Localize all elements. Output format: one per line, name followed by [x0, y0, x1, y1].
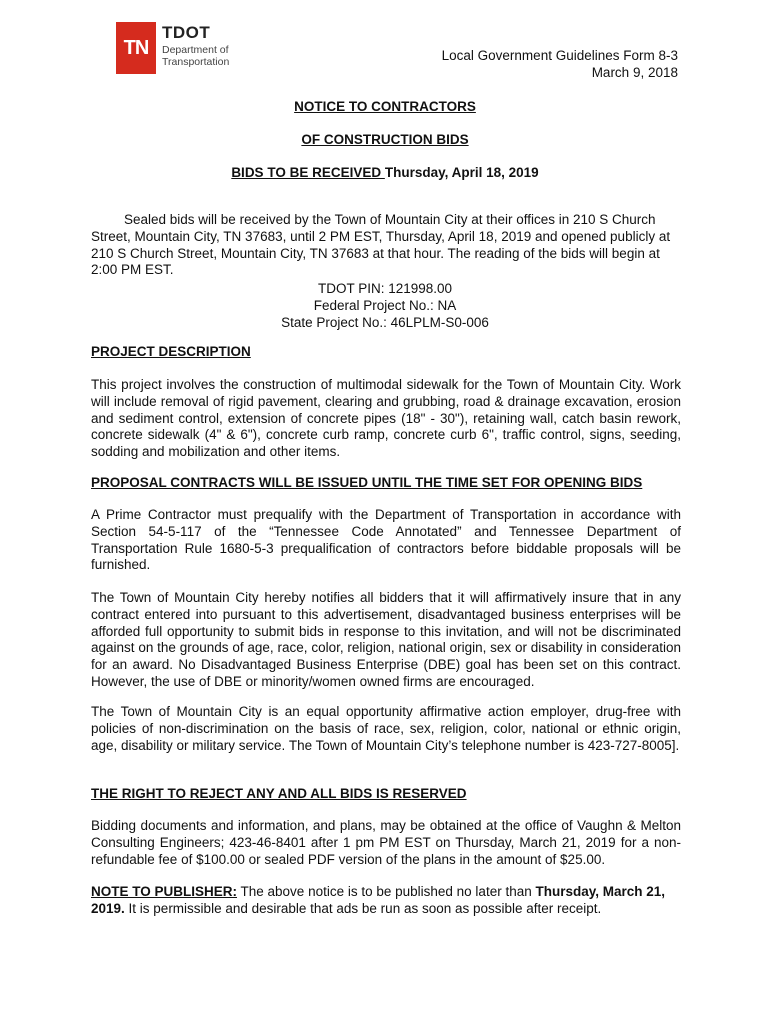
publisher-note	[91, 884, 681, 918]
project-description-paragraph: This project involves the construction of multimodal sidewalk for the Town of Mountain City. Work will include removal of rigid pavement, clearing and grubbing, road & drainage excavation, erosion and sediment control, extension of concrete pipes (18" - 30"), retaining wall, catch basin rework, concrete sidewalk (4" & 6"), concrete curb ramp, concrete curb 6", traffic control, signs, seeding, sodding and mobilization and other items.	[91, 377, 681, 460]
form-date: March 9, 2018	[591, 65, 678, 80]
state-project-no: State Project No.: 46LPLM-S0-006	[281, 315, 489, 330]
bids-received-date: Thursday, April 18, 2019	[384, 165, 539, 180]
notice-subtitle: OF CONSTRUCTION BIDS	[301, 132, 469, 147]
tdot-logo	[116, 22, 229, 74]
tn-logo-mark: TN	[116, 22, 156, 74]
tdot-pin: TDOT PIN: 121998.00	[317, 281, 453, 296]
reject-bids-heading: THE RIGHT TO REJECT ANY AND ALL BIDS IS RESERVED	[91, 786, 467, 801]
project-identifiers	[0, 280, 770, 331]
publisher-note-label: NOTE TO PUBLISHER:	[91, 884, 238, 899]
form-header	[442, 47, 678, 81]
publisher-note-text1: The above notice is to be published no later than	[237, 884, 536, 899]
equal-opportunity-paragraph: The Town of Mountain City is an equal opportunity affirmative action employer, drug-free with policies of non-discrimination on the basis of race, sex, religion, color, national or ethnic origin, age, disability or military service. The Town of Mountain City’s telephone number is 423-727-8005].	[91, 704, 681, 753]
bids-received-label: BIDS TO BE RECEIVED	[231, 165, 385, 180]
proposal-contracts-heading: PROPOSAL CONTRACTS WILL BE ISSUED UNTIL THE TIME SET FOR OPENING BIDS	[91, 475, 643, 490]
project-description-heading: PROJECT DESCRIPTION	[91, 344, 251, 359]
federal-project-no: Federal Project No.: NA	[313, 298, 457, 313]
dbe-paragraph: The Town of Mountain City hereby notifies all bidders that it will affirmatively insure that in any contract entered into pursuant to this advertisement, disadvantaged business enterprises will be afforded full opportunity to submit bids in response to this invitation, and will not be discriminated against on the grounds of age, race, color, religion, national origin, sex or disability in consideration for an award. No Disadvantaged Business Enterprise (DBE) goal has been set on this contract. However, the use of DBE or minority/women owned firms are encouraged.	[91, 590, 681, 689]
bidding-documents-paragraph: Bidding documents and information, and plans, may be obtained at the office of Vaughn & Melton Consulting Engineers; 423-46-8401 after 1 pm PM EST on Thursday, March 21, 2019 for a non-refundable fee of $100.00 or sealed PDF version of the plans in the amount of $25.00.	[91, 818, 681, 867]
publisher-note-text2: It is permissible and desirable that ads be run as soon as possible after receipt.	[124, 900, 602, 916]
form-name: Local Government Guidelines Form 8-3	[441, 48, 678, 63]
intro-paragraph: Sealed bids will be received by the Town of Mountain City at their offices in 210 S Church Street, Mountain City, TN 37683, until 2 PM EST, Thursday, April 18, 2019 and opened publicly at 210 S Church Street, Mountain City, TN 37683 at that hour. The reading of the bids will begin at 2:00 PM EST.	[91, 212, 671, 278]
publisher-note-deadline: Thursday, March 21, 2019.	[91, 884, 666, 916]
logo-subtitle-line1: Department of	[162, 44, 229, 56]
logo-subtitle-line2: Transportation	[162, 56, 230, 68]
bids-received-line	[0, 165, 770, 180]
prequalify-paragraph: A Prime Contractor must prequalify with the Department of Transportation in accordance with Section 54-5-117 of the “Tennessee Code Annotated” and Tennessee Department of Transportation Rule 1680-5-3 prequalification of contractors before biddable proposals will be furnished.	[91, 507, 681, 573]
logo-title: TDOT	[162, 23, 211, 42]
notice-title: NOTICE TO CONTRACTORS	[294, 99, 476, 114]
